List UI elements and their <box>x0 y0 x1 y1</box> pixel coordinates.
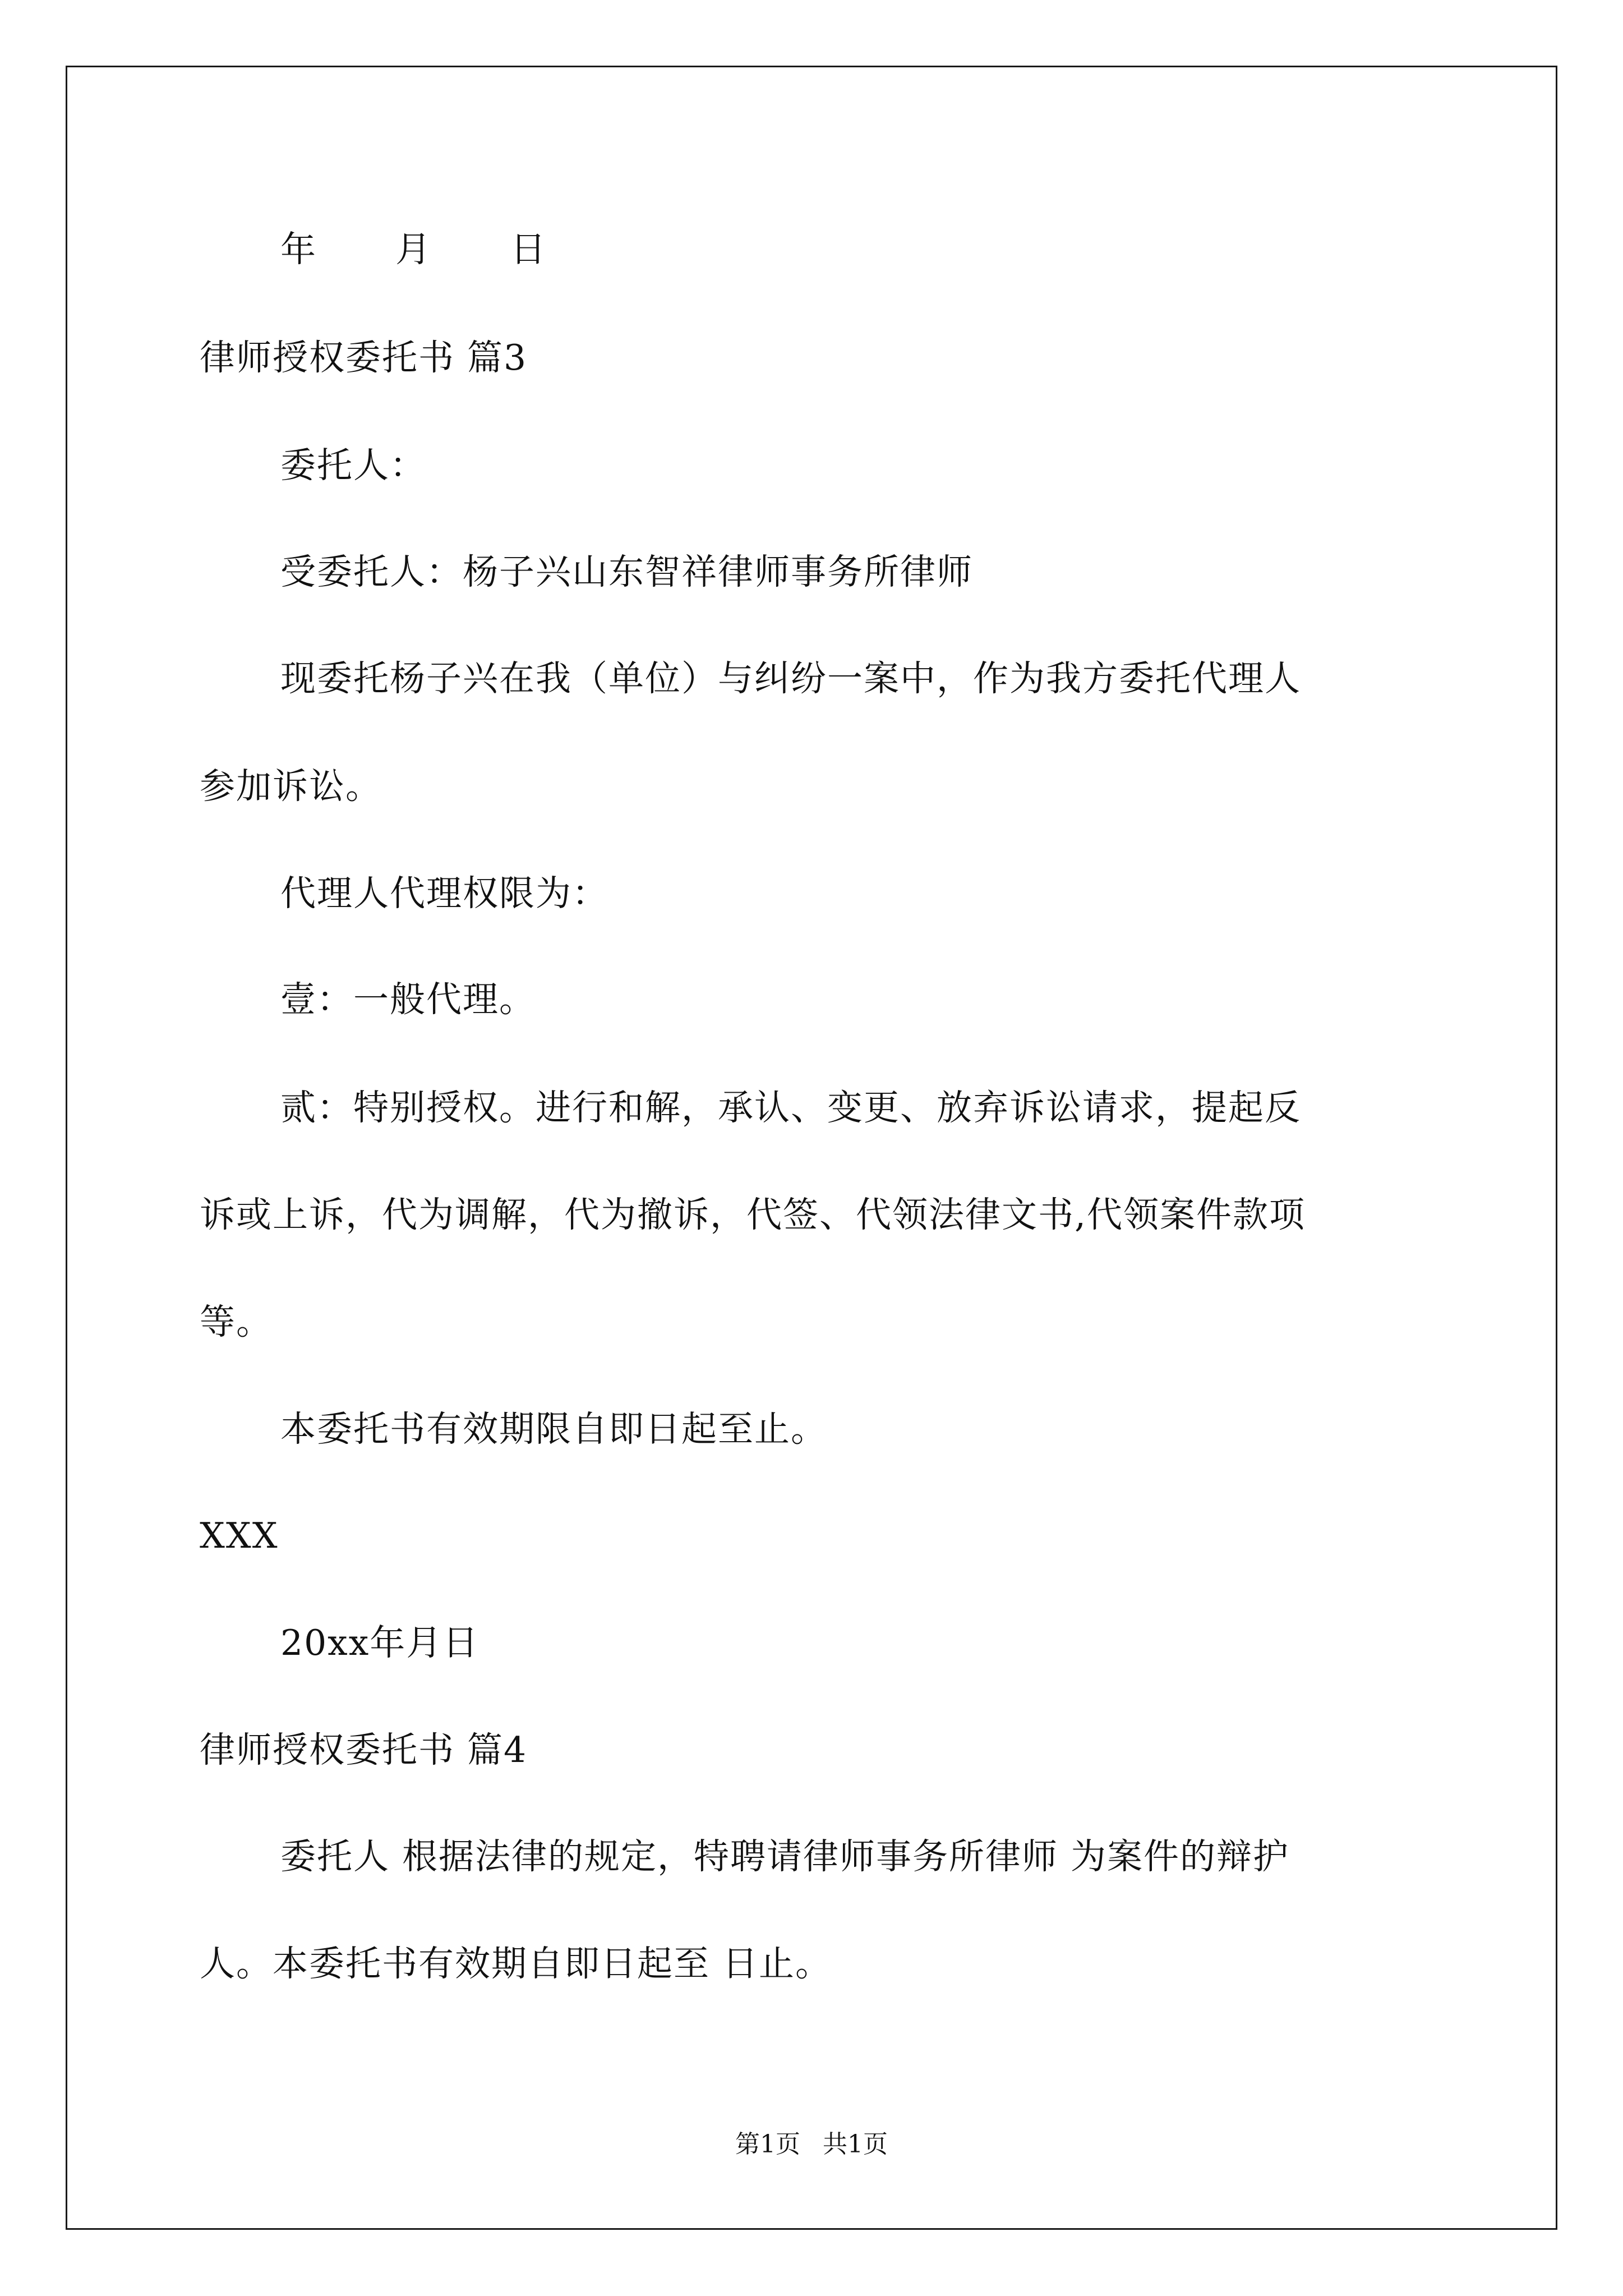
signature-date: 20xx年月日 <box>280 1622 479 1663</box>
authority-item-2: 贰：特别授权。进行和解，承认、变更、放弃诉讼请求，提起反 <box>280 1087 1301 1128</box>
page-footer <box>0 2128 1623 2161</box>
section-heading-4: 律师授权委托书 篇4 <box>200 1729 528 1770</box>
signature-line: XXX <box>200 1515 279 1556</box>
date-month: 月 <box>395 229 432 270</box>
paragraph-line: 等。 <box>200 1301 273 1342</box>
page-total: 共1页 <box>823 2130 888 2159</box>
page-number: 第1页 <box>735 2130 800 2159</box>
date-line <box>280 227 547 272</box>
page-border <box>66 66 1557 2230</box>
paragraph-line: 人。本委托书有效期自即日起至 日止。 <box>200 1943 832 1984</box>
validity-line: 本委托书有效期限自即日起至止。 <box>280 1409 827 1450</box>
agent-line: 受委托人：杨子兴山东智祥律师事务所律师 <box>280 551 973 592</box>
date-year: 年 <box>280 229 317 270</box>
date-day: 日 <box>510 229 547 270</box>
authority-item-1: 壹：一般代理。 <box>280 979 536 1020</box>
principal-line: 委托人： <box>280 445 426 486</box>
section-heading-3: 律师授权委托书 篇3 <box>200 337 528 378</box>
authority-heading: 代理人代理权限为： <box>280 873 608 914</box>
paragraph-line: 参加诉讼。 <box>200 766 382 807</box>
paragraph-line: 委托人 根据法律的规定，特聘请律师事务所律师 为案件的辩护 <box>280 1836 1290 1877</box>
paragraph-line: 现委托杨子兴在我（单位）与纠纷一案中，作为我方委托代理人 <box>280 658 1301 699</box>
paragraph-line: 诉或上诉，代为调解，代为撤诉，代签、代领法律文书,代领案件款项 <box>200 1194 1306 1235</box>
